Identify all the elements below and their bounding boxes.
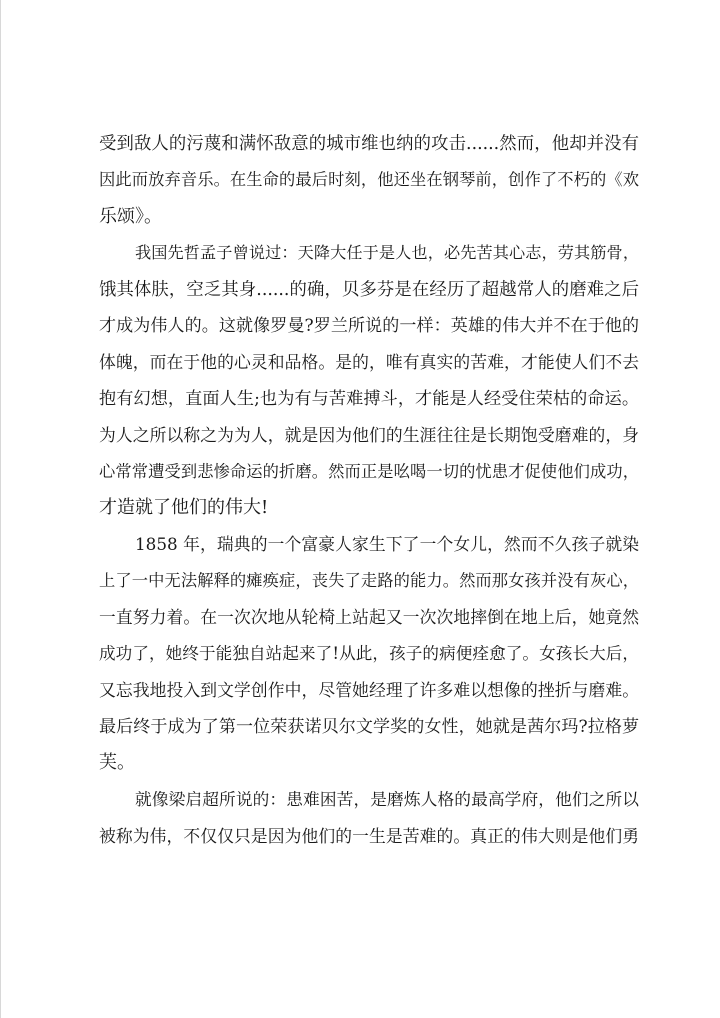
text-line: 一直努力着。在一次次地从轮椅上站起又一次次地摔倒在地上后，她竟然 [99,607,639,628]
text-line: 体魄，而在于他的心灵和品格。是的，唯有真实的苦难，才能使人们不去 [99,352,639,373]
text-line: 我国先哲孟子曾说过：天降大任于是人也，必先苦其心志，劳其筋骨， [135,243,639,263]
page-edge [0,0,1,1018]
text-line: 为人之所以称之为为人，就是因为他们的生涯往往是长期饱受磨难的，身 [99,425,639,446]
text-line: 上了一中无法解释的瘫痪症，丧失了走路的能力。然而那女孩并没有灰心， [99,570,639,590]
paragraph-4 [99,781,639,854]
text-line: 就像梁启超所说的：患难困苦，是磨炼人格的最高学府，他们之所以 [135,789,639,810]
text-line: 因此而放弃音乐。在生命的最后时刻，他还坐在钢琴前，创作了不朽的《欢 [99,170,639,190]
text-line: 饿其体肤，空乏其身......的确，贝多芬是在经历了超越常人的磨难之后 [99,279,639,300]
text-line: 受到敌人的污蔑和满怀敌意的城市维也纳的攻击......然而，他却并没有 [99,134,639,154]
text-line: 心常常遭受到悲惨命运的折磨。然而正是吆喝一切的忧患才促使他们成功， [99,461,639,481]
paragraph-1 [99,126,639,235]
document-body [99,126,639,854]
text-line: 又忘我地投入到文学创作中，尽管她经理了许多难以想像的挫折与磨难。 [99,680,639,701]
text-line: 芙。 [99,751,135,773]
text-line: 才造就了他们的伟大! [99,497,269,519]
paragraph-2 [99,235,639,526]
text-line: 最后终于成为了第一位荣获诺贝尔文学奖的女性，她就是茜尔玛?拉格萝 [99,716,639,737]
text-line: 成功了，她终于能独自站起来了!从此，孩子的病便痊愈了。女孩长大后， [99,643,639,663]
paragraph-3 [99,526,639,781]
text-line: 被称为伟，不仅仅只是因为他们的一生是苦难的。真正的伟大则是他们勇 [99,825,639,846]
text-line: 乐颂》。 [99,205,162,227]
text-line: 抱有幻想，直面人生;也为有与苦难搏斗，才能是人经受住荣枯的命运。 [99,388,639,409]
text-line: 1858 年，瑞典的一个富豪人家生下了一个女儿，然而不久孩子就染 [135,534,639,555]
text-line: 才成为伟人的。这就像罗曼?罗兰所说的一样：英雄的伟大并不在于他的 [99,316,639,337]
